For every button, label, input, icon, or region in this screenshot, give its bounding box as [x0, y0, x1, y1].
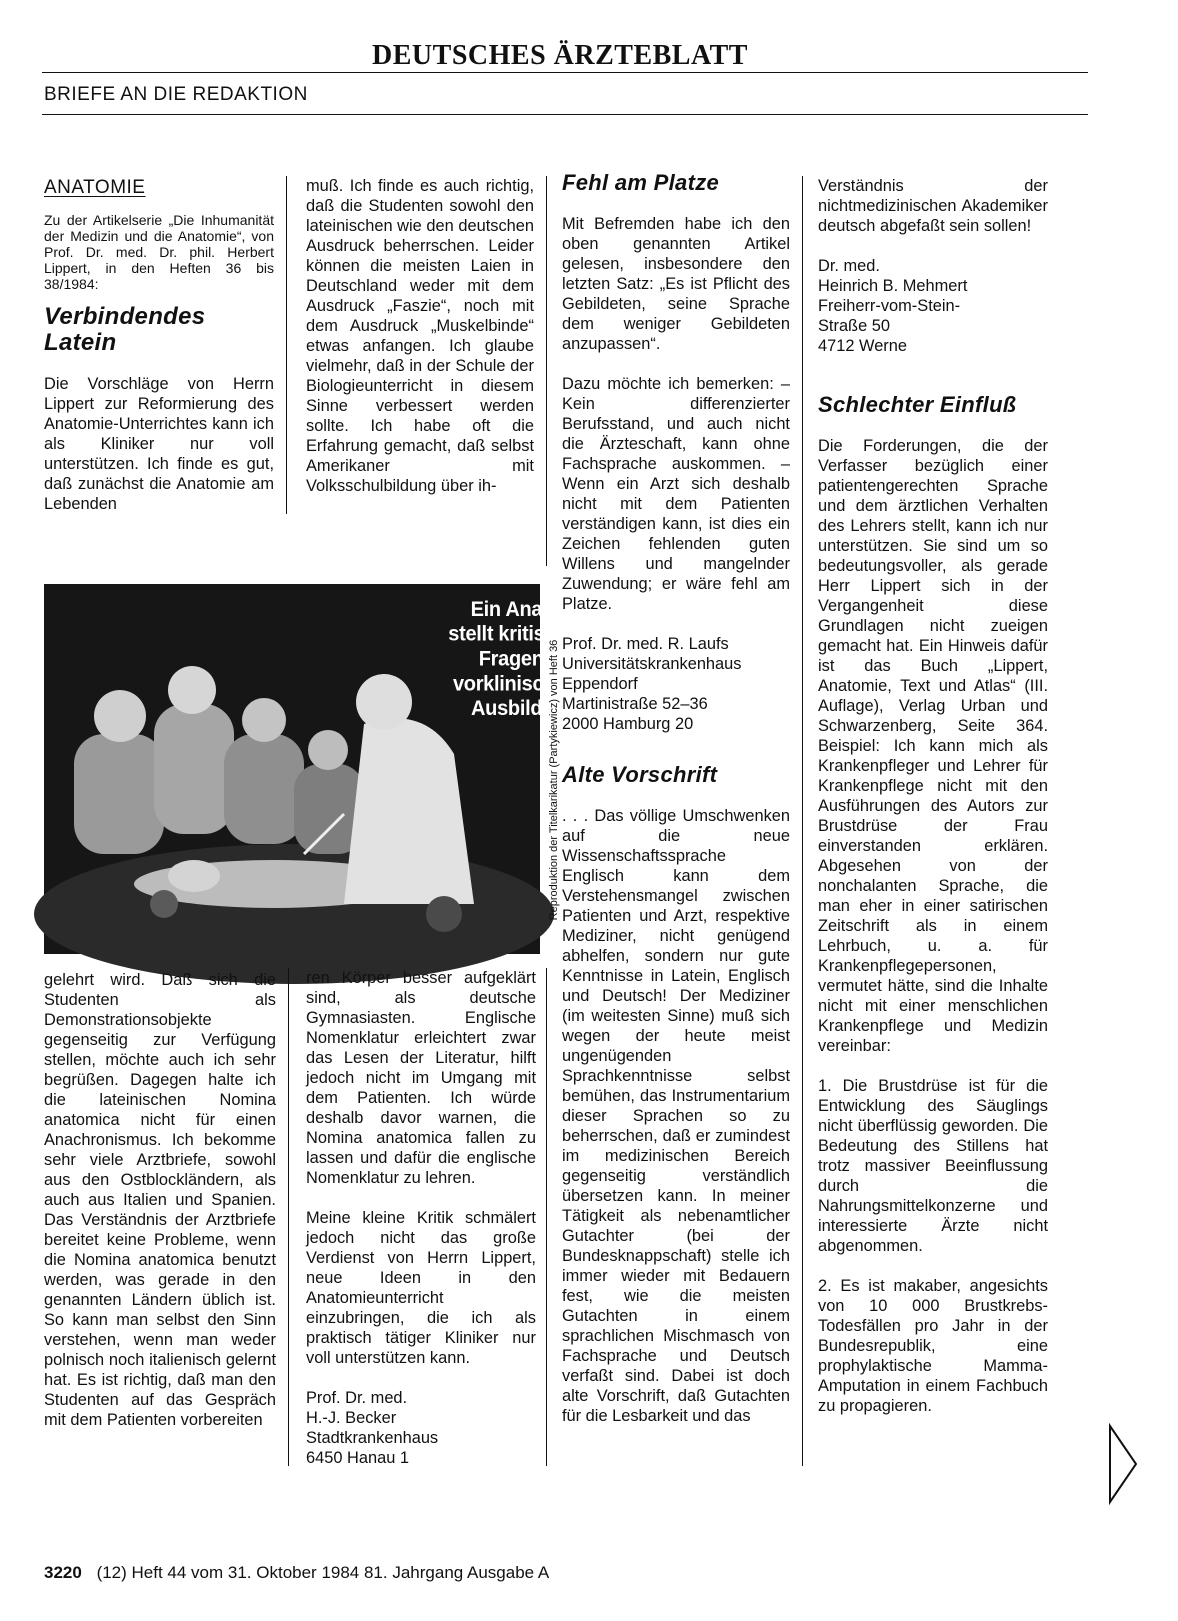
letter-body: Dazu möchte ich bemerken: – Kein differenzierter Berufsstand, und auch nicht die Ärzteschaft, kann ohne Fachsprache auskommen. – Wenn ein Arzt sich deshalb nicht mit dem Patienten verständigen kann, ist dies ein Zeichen fehlenden guten Willens und mangelnder Zuwendung; er wäre fehl am Platze. — [562, 375, 790, 613]
caption-line: Fragen zur — [478, 647, 578, 671]
column-divider — [546, 176, 547, 566]
masthead-rule — [42, 72, 1088, 73]
continue-arrow-icon — [1108, 1424, 1138, 1504]
letter-body: Verständnis der nichtmedizinischen Akademiker deutsch abgefaßt sein sollen! — [818, 177, 1048, 235]
letter-heading-schlechter-einfluss: Schlechter Einfluß — [818, 392, 1017, 417]
issue-info: (12) Heft 44 vom 31. Oktober 1984 81. Jahrgang Ausgabe A — [96, 1563, 550, 1582]
signature-line: 2000 Hamburg 20 — [562, 715, 694, 733]
letter-body: . . . Das völlige Umschwenken auf die neue Wissenschaftssprache Englisch kann dem Verstehensmangel zwischen Patienten und Arzt, respektive Mediziner, nicht genügend abhelfen, sondern nur gute Kenntnisse in Latein, Englisch und Deutsch! Der Mediziner (im weitesten Sinne) muß sich wegen der heute meist ungenügenden Sprachkenntnisse selbst bemühen, das Instrumentarium dieser Sprachen so zu beherrschen, daß er zumindest im medizinischen Bereich gegenseitig verständlich übersetzen kann. In meiner Tätigkeit als nebenamtlicher Gutachter (bei der Bundesknappschaft) stelle ich immer wieder mit Bedauern fest, wie die meisten Gutachten in einem sprachlichen Mischmasch von Fachsprache und Deutsch verfaßt sind. Dabei ist doch alte Vorschrift, daß Gutachten für die Lesbarkeit und das — [562, 807, 790, 1425]
signature-line: 4712 Werne — [818, 337, 907, 355]
letter-point: 1. Die Brustdrüse ist für die Entwicklung des Säuglings nicht überflüssig geworden. Die Bedeutung des Stillens hat trotz massiver Beeinflussung durch die Nahrungsmittelkonzerne und interessierte Ärzte nicht abgenommen. — [818, 1077, 1048, 1255]
journal-masthead: DEUTSCHES ÄRZTEBLATT — [372, 40, 748, 71]
column-4 — [818, 176, 1048, 1416]
caption-line: stellt kritische — [448, 622, 578, 646]
signature-line: Heinrich B. Mehmert — [818, 277, 968, 295]
letter-body: Die Forderungen, die der Verfasser bezüglich einer patientengerechten Sprache und dem ärztlichen Verhalten des Lehrers stellt, kann ich nur unterstützen. Sie sind um so bedeutungsvoller, als gerade Herr Lippert sich in der Vergangenheit diese Grundlagen nicht zueigen gemacht hat. Ein Hinweis dafür ist das Buch „Lippert, Anatomie, Text und Atlas“ (III. Auflage), Verlag Urban und Schwarzenberg, Seite 364. Beispiel: Ich kann mich als Krankenpfleger und Lehrer für Krankenpflege nicht mit den Ausführungen des Autors zur Brustdrüse der Frau einverstanden erklären. Abgesehen von der nonchalanten Sprache, die man eher in einer satirischen Zeitschrift als in einem Lehrbuch, u. a. für Krankenpflegepersonen, vermutet hätte, sind die Inhalte nicht mit einer menschlichen Krankenpflege und Medizin vereinbar: — [818, 437, 1048, 1055]
column-divider — [288, 968, 289, 1466]
column-divider — [546, 968, 547, 1466]
letter-body: Mit Befremden habe ich den oben genannten Artikel gelesen, insbesondere den letzten Satz: „Es ist Pflicht des Gebildeten, seine Sprache dem weniger Gebildeten anzupassen“. — [562, 215, 790, 353]
image-credit-text: Reproduktion der Titelkarikatur (Partykiewicz) von Heft 36 — [548, 639, 560, 921]
series-intro: Zu der Artikelserie „Die Inhumanität der Medizin und die Anatomie“, von Prof. Dr. med. Dr. phil. Herbert Lippert, in den Heften 36 bis 38/1984: — [44, 212, 274, 292]
signature-line: Straße 50 — [818, 317, 890, 335]
signature-line: Eppendorf — [562, 675, 638, 693]
letter-body: Meine kleine Kritik schmälert jedoch nicht das große Verdienst von Herrn Lippert, neue Ideen in den Anatomieunterricht einzubringen, die ich als praktisch tätiger Kliniker nur voll unterstützen kann. — [306, 1209, 536, 1367]
signature-line: Martinistraße 52–36 — [562, 695, 708, 713]
caption-line: Ausbildung — [471, 696, 578, 721]
letter-heading-alte-vorschrift: Alte Vorschrift — [562, 762, 718, 787]
image-credit — [545, 604, 563, 954]
column-divider — [802, 176, 803, 1466]
signature-line: 6450 Hanau 1 — [306, 1449, 409, 1467]
page-footer — [44, 1563, 549, 1583]
column-divider — [286, 176, 287, 514]
letter-heading-verbindendes-latein — [44, 304, 274, 356]
column-1-top — [44, 178, 274, 514]
letter-heading-fehl-am-platze: Fehl am Platze — [562, 170, 720, 195]
caption-line: vorklinischen — [452, 671, 578, 696]
page-number: 3220 — [44, 1563, 82, 1582]
letter-body: ren Körper besser aufgeklärt sind, als deutsche Gymnasiasten. Englische Nomenklatur erleichtert zwar das Lesen der Literatur, hilft jedoch nicht im Umgang mit dem Patienten. Ich würde deshalb davor warnen, die Nomina anatomica fallen zu lassen und dafür die englische Nomenklatur zu lehren. — [306, 969, 536, 1187]
letter-signature — [818, 256, 1048, 356]
column-1-bottom — [44, 970, 276, 1430]
heading-line: Latein — [44, 329, 117, 356]
letter-body: muß. Ich finde es auch richtig, daß die Studenten sowohl den lateinischen wie den deutschen Ausdruck beherrschen. Leider können die meisten Laien in Deutschland weder mit dem Ausdruck „Faszie“, noch mit dem Ausdruck „Muskelbinde“ etwas anfangen. Ich glaube vielmehr, daß in der Schule der Biologieunterricht in diesem Sinne verbessert werden sollte. Ich habe oft die Erfahrung gemacht, daß selbst Amerikaner mit Volksschulbildung über ih- — [306, 177, 534, 495]
signature-line: Dr. med. — [818, 257, 880, 275]
signature-line: Freiherr-vom-Stein- — [818, 297, 961, 315]
letter-body: gelehrt wird. Daß sich die Studenten als Demonstrationsobjekte gegenseitig zur Verfügung stellen, möchte auch ich sehr begrüßen. Dagegen halte ich die lateinischen Nomina anatomica nicht für einen Anachronismus. Ich bekomme sehr viele Arztbriefe, sowohl aus den Ostblockländern, als auch aus Italien und Spanien. Das Verständnis der Arztbriefe bereitet keine Probleme, wenn die Nomina anatomica benutzt werden, was gerade in den genannten Ländern üblich ist. So kann man selbst den Sinn verstehen, wenn man weder polnisch noch italienisch gelernt hat. Es ist richtig, daß man den Studenten auf das Gespräch mit dem Patienten vorbereiten — [44, 971, 276, 1429]
topic-label: ANATOMIE — [44, 177, 146, 198]
signature-line: Prof. Dr. med. — [306, 1389, 408, 1407]
heading-line: Verbindendes — [44, 303, 206, 330]
signature-line: Stadtkrankenhaus — [306, 1429, 439, 1447]
section-heading: BRIEFE AN DIE REDAKTION — [44, 84, 308, 105]
column-3 — [562, 170, 790, 1426]
letter-signature — [306, 1388, 536, 1468]
signature-line: Prof. Dr. med. R. Laufs — [562, 635, 729, 653]
letter-body: Die Vorschläge von Herrn Lippert zur Reformierung des Anatomie-Unterrichtes kann ich als Kliniker nur voll unterstützen. Ich finde es gut, daß zunächst die Anatomie am Lebenden — [44, 375, 274, 513]
signature-line: H.-J. Becker — [306, 1409, 397, 1427]
section-rule — [42, 114, 1088, 115]
column-2-bottom — [306, 968, 536, 1468]
column-2-top — [306, 176, 534, 496]
signature-line: Universitätskrankenhaus — [562, 655, 742, 673]
letter-point: 2. Es ist makaber, angesichts von 10 000 Brustkrebs-Todesfällen pro Jahr in der Bundesrepublik, eine prophylaktische Mamma-Amputation in einem Fachbuch zu propagieren. — [818, 1277, 1048, 1415]
letter-signature — [562, 634, 790, 734]
caption-line: Ein Anatom — [470, 597, 578, 622]
